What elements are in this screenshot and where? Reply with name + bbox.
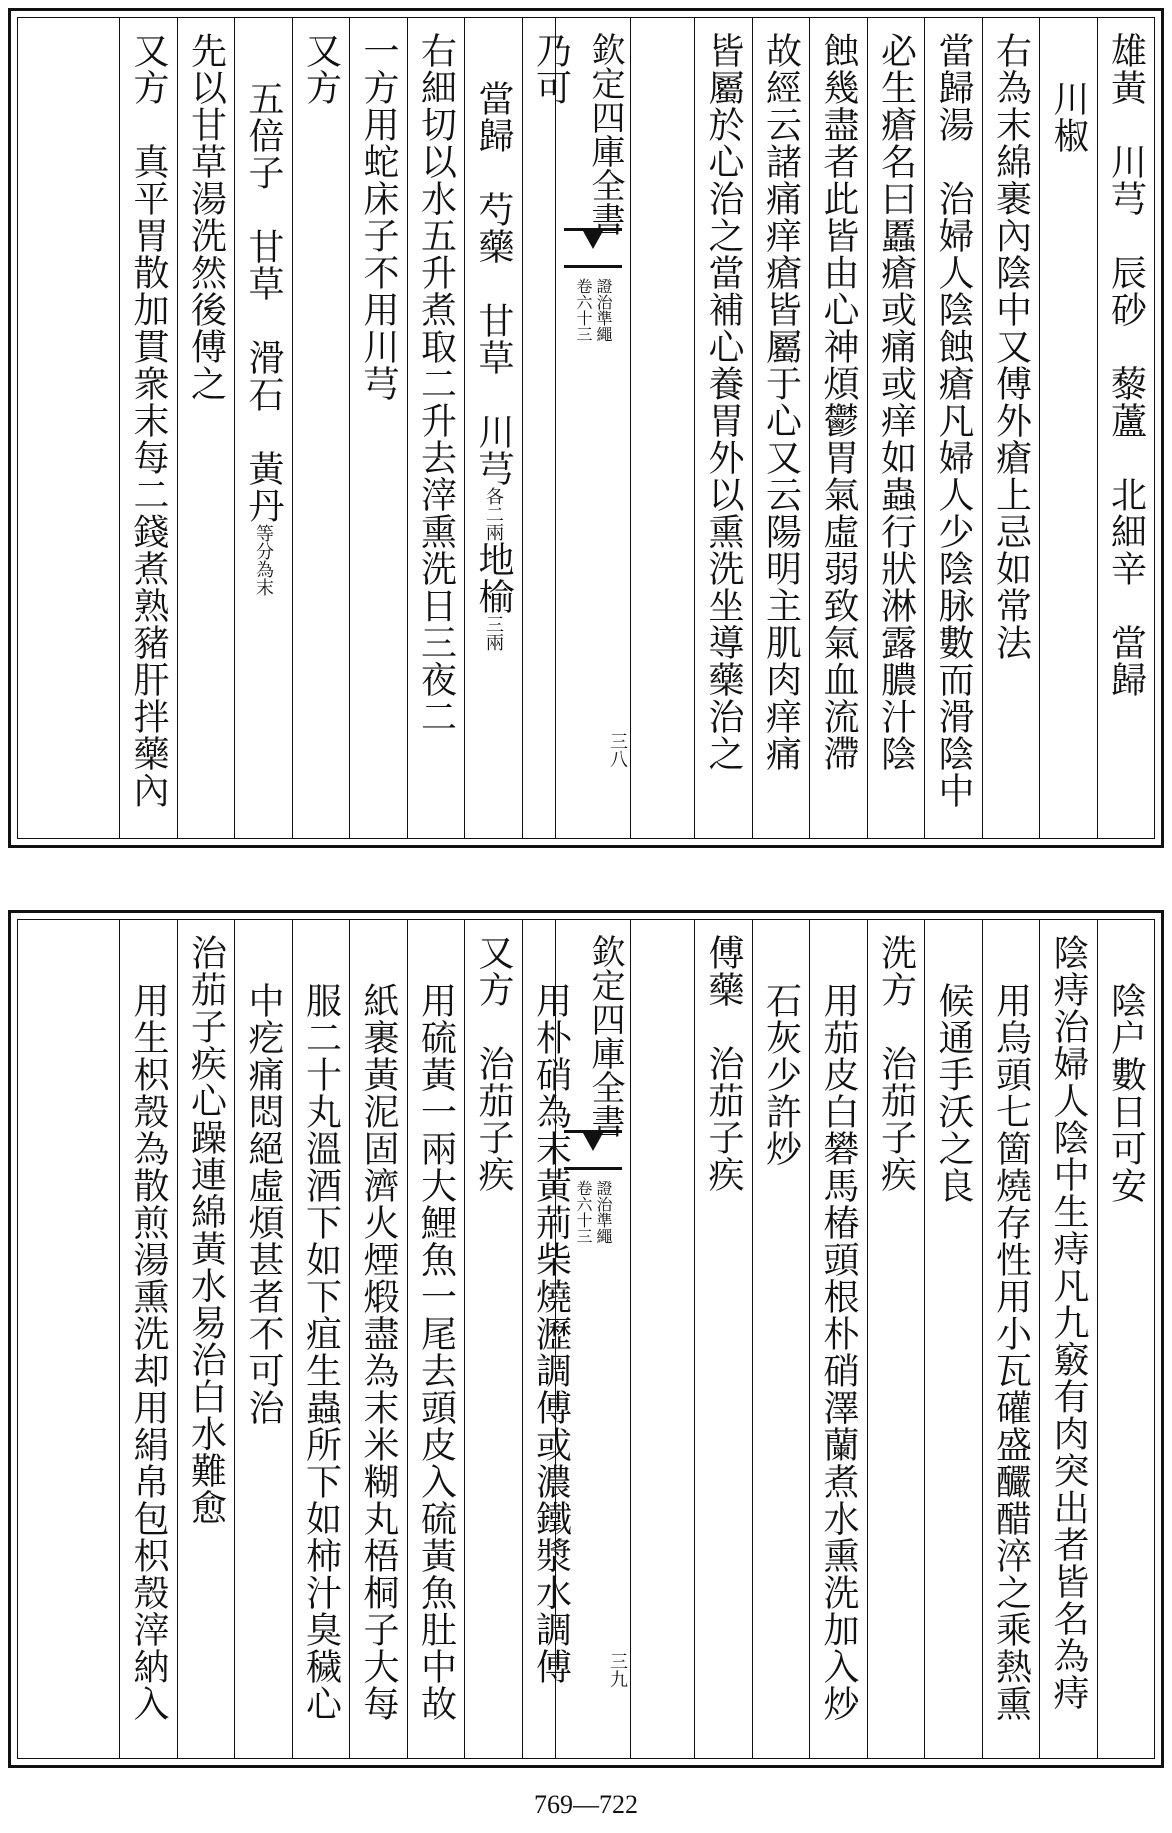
volume-number: 卷六十三 [574,278,593,342]
leaf-number: 三九 [607,1652,628,1688]
text-column: 又方 真平胃散加貫衆末每二錢煮熟豬肝拌藥內 [119,18,177,838]
text-column: 又方 [292,18,350,838]
text-column: 川椒 [1039,18,1097,838]
text-column: 用朴硝為末黃荊柴燒瀝調傅或濃鐵漿水調傅 [522,920,580,1758]
text-column: 必生瘡名曰䘌瘡或痛或痒如蟲行狀淋露膿汁陰 [867,18,925,838]
text-column: 用硫黃一兩大鯉魚一尾去頭皮入硫黃魚肚中故 [407,920,465,1758]
text-column: 用茄皮白礬馬椿頭根朴硝澤蘭煮水熏洗加入炒 [809,920,867,1758]
right-half-columns [593,18,1154,838]
work-title: 證治準繩 [594,278,613,342]
text-column: 紙裹黃泥固濟火煙煅盡為末米糊丸梧桐子大每 [349,920,407,1758]
text-column: 陰痔治婦人陰中生痔凡九竅有肉突出者皆名為痔 [1039,920,1097,1758]
text-column: 治茄子疾心躁連綿黃水易治白水難愈 [177,920,235,1758]
text-column: 蝕幾盡者此皆由心神煩鬱胃氣虛弱致氣血流滯 [809,18,867,838]
text-column: 又方 治茄子疾 [464,920,522,1758]
leaf-number: 三八 [607,732,628,768]
left-half-columns [18,920,579,1758]
text-column: 一方用蛇床子不用川芎 [349,18,407,838]
text-column: 右細切以水五升煮取二升去滓熏洗日三夜二 [407,18,465,838]
work-title: 證治準繩 [594,1180,613,1244]
dosage-note: 各二兩 [483,487,504,541]
book-title: 欽定四庫全書 [585,32,625,236]
text-column: 故經云諸痛痒瘡皆屬于心又云陽明主肌肉痒痛 [752,18,810,838]
text-column: 當歸湯 治婦人陰蝕瘡凡婦人少陰脉數而滑陰中 [924,18,982,838]
left-half-columns [18,18,579,838]
text-column: 當歸 芍藥 甘草 川芎各二兩地榆三兩 [464,18,522,838]
text-column: 用烏頭七箇燒存性用小瓦礶盛釅醋淬之乘熱熏 [982,920,1040,1758]
text-column: 服二十丸溫酒下如下疽生蟲所下如柿汁臭穢心 [292,920,350,1758]
page-frame [17,919,1155,1759]
text-column: 中疙痛悶絕虛煩甚者不可治 [234,920,292,1758]
dosage-note: 等分為末 [253,524,274,596]
text-column: 石灰少許炒 [752,920,810,1758]
text-column: 用生枳殼為散煎湯熏洗却用絹帛包枳殼滓納入 [119,920,177,1758]
text-column: 雄黃 川芎 辰砂 藜蘆 北細辛 當歸 [1097,18,1155,838]
document-page-top [8,8,1164,848]
book-title: 欽定四庫全書 [585,934,625,1138]
right-half-columns [593,920,1154,1758]
text-column: 右為末綿裹內陰中又傅外瘡上忌如常法 [982,18,1040,838]
text-column: 皆屬於心治之當補心養胃外以熏洗坐導藥治之 [694,18,752,838]
page-frame [17,17,1155,839]
text-column: 先以甘草湯洗然後傅之 [177,18,235,838]
text-column: 候通手沃之良 [924,920,982,1758]
text-column: 陰户數日可安 [1097,920,1155,1758]
volume-number: 卷六十三 [574,1180,593,1244]
text-column: 洗方 治茄子疾 [867,920,925,1758]
text-column: 傅藥 治茄子疾 [694,920,752,1758]
dosage-note: 三兩 [483,615,504,651]
page-footer-number: 769—722 [534,1790,638,1819]
text-column: 乃可 [522,18,580,838]
document-page-bottom [8,910,1164,1768]
text-column: 五倍子 甘草 滑石 黃丹等分為末 [234,18,292,838]
